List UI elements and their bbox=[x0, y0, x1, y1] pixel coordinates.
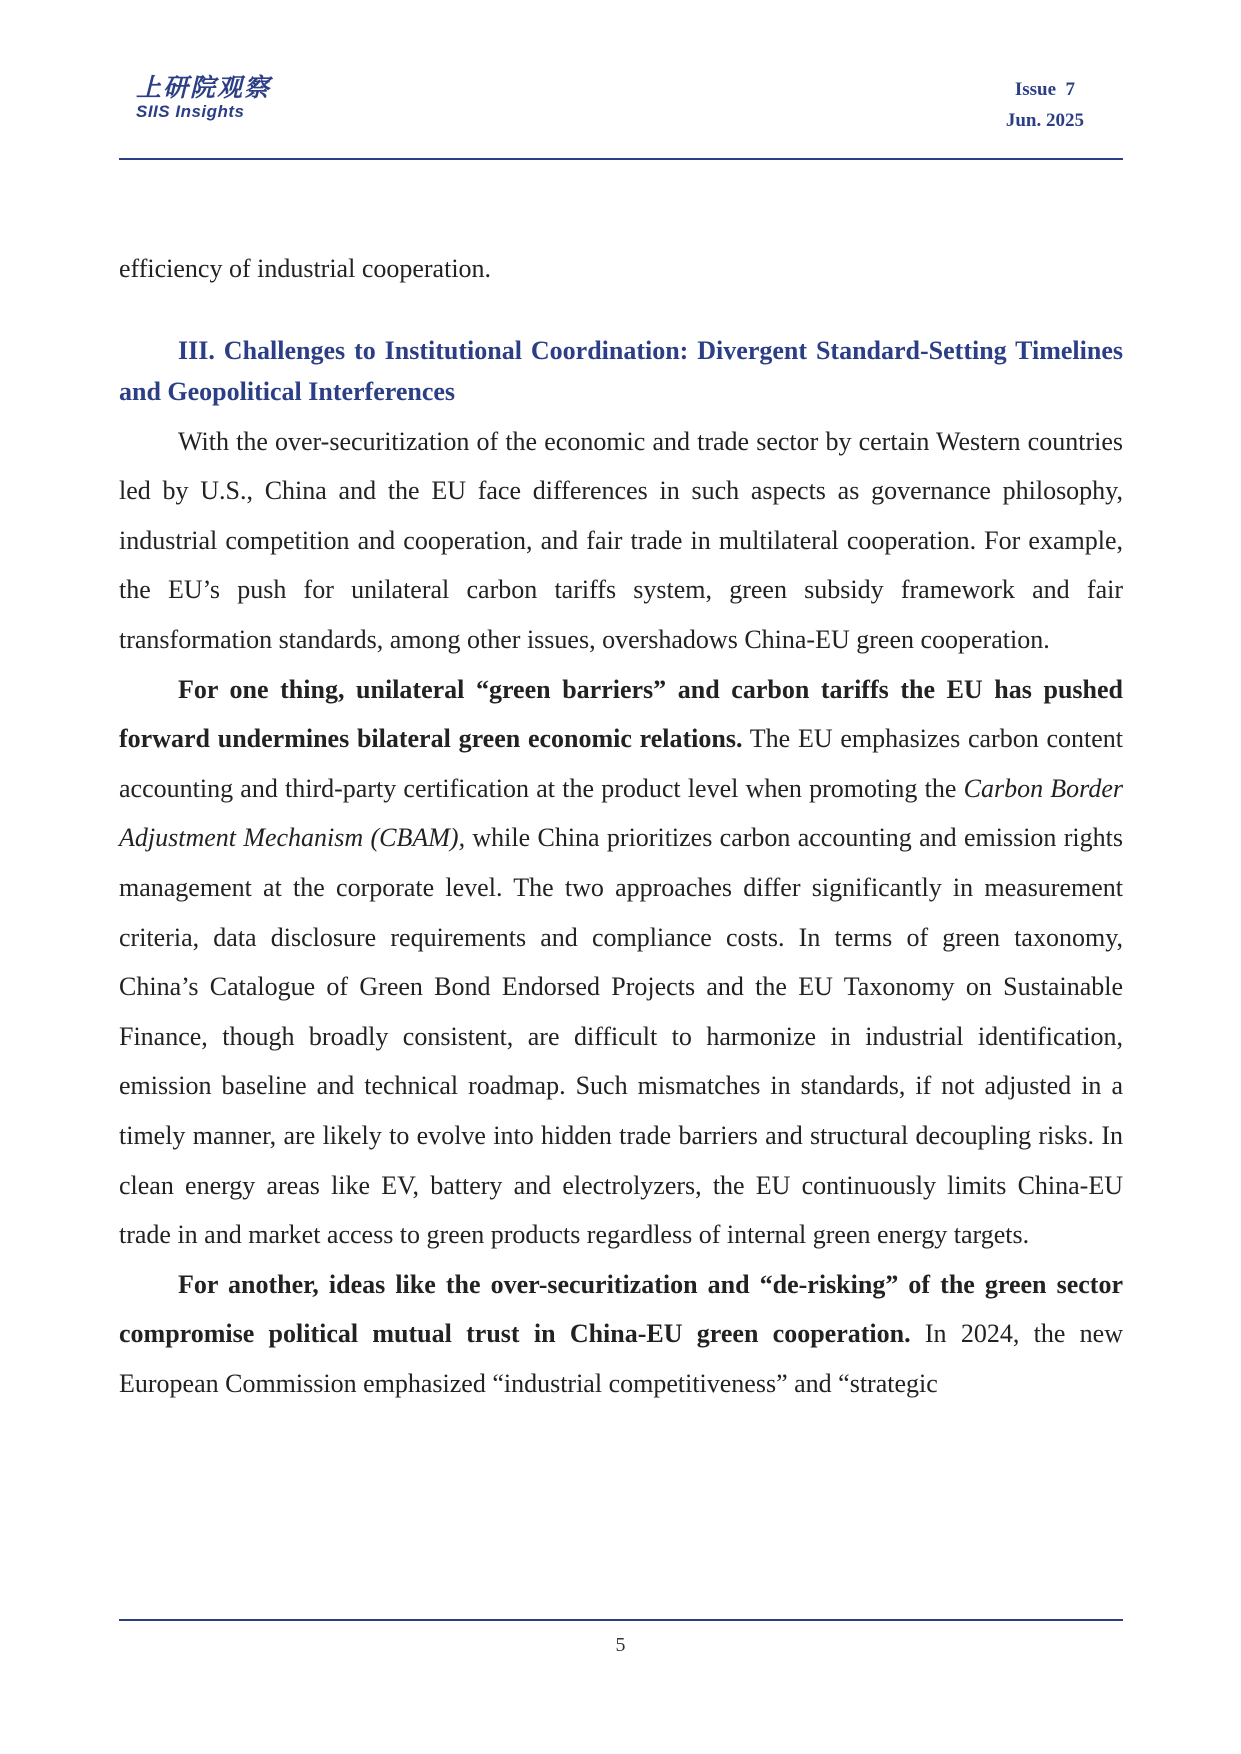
paragraph-lead: For one thing, unilateral “green barriers” and carbon tariffs the EU has pushed forward undermines bilateral green economic relations. bbox=[119, 674, 1123, 754]
article-body bbox=[119, 244, 1123, 1408]
issue-info bbox=[1006, 74, 1084, 136]
header-divider bbox=[119, 158, 1123, 160]
paragraph-intro: With the over-securitization of the economic and trade sector by certain Western countries led by U.S., China and the EU face differences in such aspects as governance philosophy, industrial competition and cooperation, and fair trade in multilateral cooperation. For example, the EU’s push for unilateral carbon tariffs system, green subsidy framework and fair transformation standards, among other issues, overshadows China-EU green cooperation. bbox=[119, 426, 1123, 654]
page-number: 5 bbox=[615, 1634, 626, 1656]
section-heading: III. Challenges to Institutional Coordination: Divergent Standard-Setting Timelines and Geopolitical Interferences bbox=[119, 335, 1123, 406]
logo-chinese-title: 上研院观察 bbox=[136, 73, 272, 102]
issue-date: Jun. 2025 bbox=[1005, 110, 1084, 131]
issue-number: Issue 7 bbox=[1014, 79, 1076, 100]
paragraph-continued: efficiency of industrial cooperation. bbox=[119, 254, 492, 283]
cbam-title: Carbon Border Adjustment Mechanism (CBAM), bbox=[119, 773, 1123, 853]
footer-divider bbox=[119, 1619, 1123, 1621]
logo-english-title: SIIS Insights bbox=[136, 102, 245, 121]
paragraph-text: The EU emphasizes carbon content accounting and third-party certification at the product level when promoting the bbox=[119, 724, 1123, 803]
paragraph-green-barriers bbox=[119, 665, 1123, 1260]
paragraph-text: In 2024, the new European Commission emphasized “industrial competitiveness” and “strategic bbox=[119, 1319, 1123, 1398]
paragraph-de-risking bbox=[119, 1260, 1123, 1409]
paragraph-lead: For another, ideas like the over-securitization and “de-risking” of the green sector compromise political mutual trust in China-EU green cooperation. bbox=[119, 1269, 1123, 1349]
siis-logo bbox=[136, 74, 271, 122]
paragraph-text: while China prioritizes carbon accounting and emission rights management at the corporate level. The two approaches differ significantly in measurement criteria, data disclosure requirements and compliance costs. In terms of green taxonomy, China’s Catalogue of Green Bond Endorsed Projects and the EU Taxonomy on Sustainable Finance, though broadly consistent, are difficult to harmonize in industrial identification, emission baseline and technical roadmap. Such mismatches in standards, if not adjusted in a timely manner, are likely to evolve into hidden trade barriers and structural decoupling risks. In clean energy areas like EV, battery and electrolyzers, the EU continuously limits China-EU trade in and market access to green products regardless of internal green energy targets. bbox=[119, 823, 1123, 1250]
